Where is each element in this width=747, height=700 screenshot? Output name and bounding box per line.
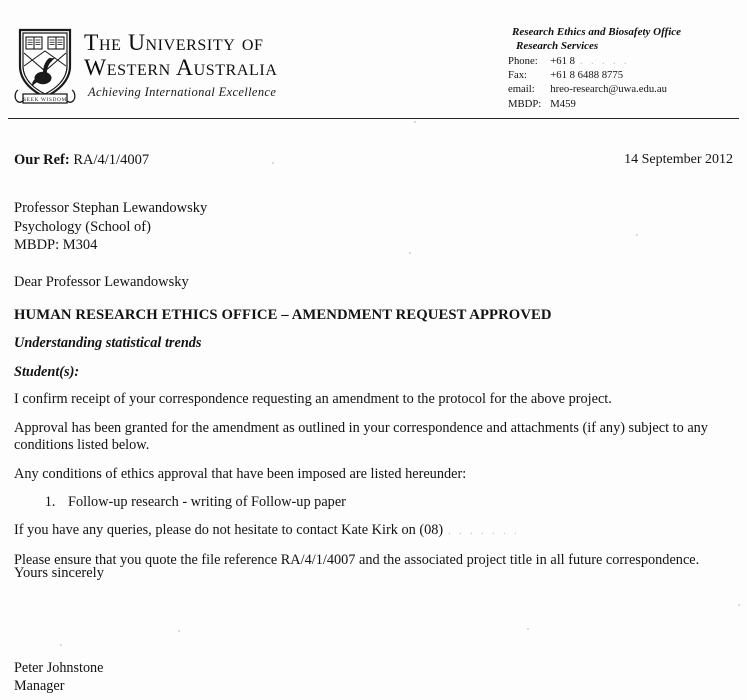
svg-text:SEEK WISDOM: SEEK WISDOM	[23, 97, 67, 103]
scan-speckle	[409, 252, 411, 254]
office-division: Research Services	[516, 39, 599, 52]
contact-row-fax	[508, 69, 667, 83]
addressee-school: Psychology (School of)	[14, 218, 151, 235]
office-name: Research Ethics and Biosafety Office	[512, 26, 682, 38]
addressee-mbdp: MBDP: M304	[14, 237, 98, 253]
scan-speckle	[60, 644, 62, 646]
contact-value-mbdp: M459	[550, 97, 576, 110]
contact-row-email	[508, 83, 667, 97]
contact-value-email[interactable]: hreo-research@uwa.edu.au	[550, 83, 667, 96]
contact-row-mbdp	[508, 98, 667, 112]
paragraph-queries-contact	[14, 522, 732, 541]
contact-label-fax: Fax:	[508, 69, 528, 82]
scan-speckle	[178, 630, 180, 632]
paragraph-queries-contact-text: If you have any queries, please do not hesitate to contact Kate Kirk on (08)	[14, 521, 444, 538]
contact-details-table	[508, 55, 667, 112]
university-tagline: Achieving International Excellence	[88, 85, 277, 99]
signature-block	[14, 659, 103, 695]
paragraph-quote-reference: Please ensure that you quote the file reference RA/4/1/4007 and the associated project title in all future correspondence.	[14, 551, 700, 568]
reference-line	[14, 152, 149, 169]
addressee-block	[14, 199, 207, 255]
closing-salutation: Yours sincerely	[14, 565, 104, 581]
students-label: Student(s):	[14, 364, 80, 380]
redacted-contact-digits: . . . . . . .	[448, 525, 520, 537]
university-name-line1: The University of	[84, 30, 264, 56]
contact-label-email: email:	[508, 83, 535, 96]
letterhead-divider-rule	[8, 118, 739, 119]
office-identifier	[512, 26, 737, 53]
project-title: Understanding statistical trends	[14, 335, 202, 351]
paragraph-conditions-intro: Any conditions of ethics approval that have been imposed are listed hereunder:	[14, 465, 467, 482]
paragraph-confirm-receipt: I confirm receipt of your correspondence requesting an amendment to the protocol for the above project.	[14, 391, 612, 407]
reference-value: RA/4/1/4007	[73, 152, 150, 168]
letter-date: 14 September 2012	[624, 152, 733, 167]
university-name	[84, 31, 384, 81]
body-paragraphs	[14, 391, 732, 580]
scan-speckle	[414, 121, 416, 123]
contact-value-phone	[550, 55, 667, 69]
signer-name: Peter Johnstone	[14, 660, 104, 676]
scan-speckle	[527, 628, 529, 630]
reference-label: Our Ref:	[14, 152, 70, 168]
condition-item: 1. Follow-up research - writing of Follow-up paper	[59, 494, 732, 512]
scan-speckle	[636, 234, 638, 236]
contact-value-phone-text: +61 8	[550, 55, 575, 67]
redacted-phone-digits: . . . . .	[580, 56, 630, 67]
contact-row-phone	[508, 55, 667, 69]
university-name-line2: Western Australia	[84, 55, 278, 81]
conditions-list	[14, 494, 732, 512]
scan-speckle	[738, 604, 740, 606]
uwa-shield-crest-icon	[12, 26, 78, 110]
contact-label-mbdp: MBDP:	[508, 97, 542, 110]
addressee-name: Professor Stephan Lewandowsky	[14, 200, 208, 216]
scan-speckle	[272, 162, 274, 164]
signer-title: Manager	[14, 678, 65, 694]
contact-label-phone: Phone:	[508, 55, 538, 67]
paragraph-approval-granted: Approval has been granted for the amendment as outlined in your correspondence and attachments (if any) subject to any conditions listed below.	[14, 419, 708, 454]
letterhead	[0, 0, 747, 119]
subject-heading: HUMAN RESEARCH ETHICS OFFICE – AMENDMENT REQUEST APPROVED	[14, 307, 552, 323]
contact-value-fax: +61 8 6488 8775	[550, 69, 624, 82]
salutation: Dear Professor Lewandowsky	[14, 274, 189, 290]
